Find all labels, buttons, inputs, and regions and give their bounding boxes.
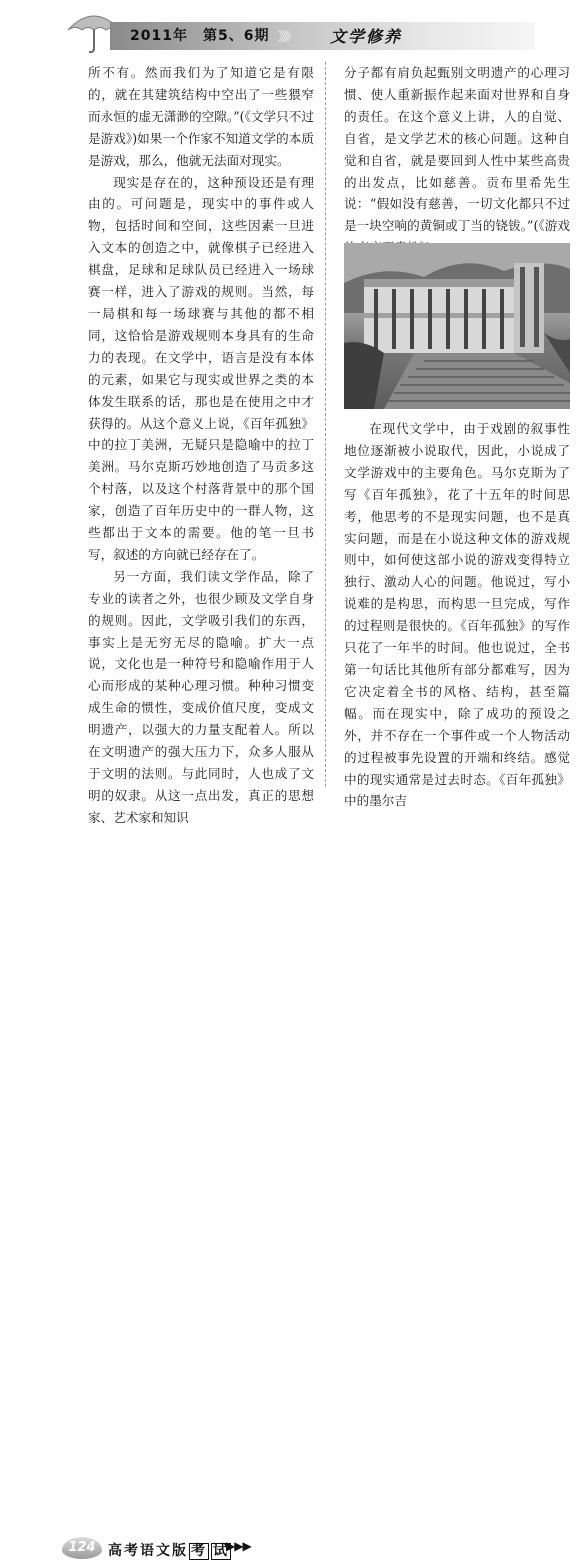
- title-box-2: 试: [213, 1543, 229, 1559]
- header-chevrons: 》》》: [278, 30, 296, 45]
- page-footer: [0, 765, 581, 1559]
- footer-arrows: ▶▶▶: [226, 1539, 251, 1553]
- building-illustration: [344, 243, 570, 409]
- page-header: [0, 0, 581, 60]
- right-column-bottom: [344, 418, 570, 812]
- right-paragraph-2: 在现代文学中，由于戏剧的叙事性地位逐渐被小说取代，因此，小说成了文学游戏中的主要角色。马尔克斯为了写《百年孤独》，花了十五年的时间思考，他思考的不是现实问题，也不是真实问题，而是在小说这种文体的游戏规则中，如何使这部小说的游戏变得特立独行、激动人心的问题。他说过，写小说难的是构思，而构思一旦完成，写作的过程则是很快的。《百年孤独》的写作只花了一年半的时间。他也说过，全书第一句话比其他所有部分都难写，因为它决定着全书的风格、结构，甚至篇幅。而在现实中，除了成功的预设之外，并不存在一个事件或一个人物活动的过程被事先设置的开端和终结。感觉中的现实通常是过去时态。《百年孤独》中的墨尔吉: [344, 421, 570, 809]
- left-paragraph-3: 另一方面，我们读文学作品，除了专业的读者之外，也很少顾及文学自身的规则。因此，文学吸引我们的东西，事实上是无穷无尽的隐喻。扩大一点说，文化也是一种符号和隐喻作用于人心而形成的某种心理习惯。种种习惯变成生命的惯性，变成价值尺度，变成文明遗产，以强大的力量支配着人。所以在文明遗产的强大压力下，众多人服从于文明的法则。与此同时，人也成了文明的奴隶。从这一点出发，真正的思想家、艺术家和知识: [88, 568, 314, 825]
- magazine-title: [108, 1540, 232, 1560]
- column-title: 文学修养: [330, 27, 403, 46]
- left-paragraph-1: 所不有。然而我们为了知道它是有限的，就在其建筑结构中空出了一些猥窄而永恒的虚无潇渺的空隙。”(《文学只不过是游戏》)如果一个作家不知道文学的本质是游戏，那么，他就无法面对现实。: [88, 65, 314, 168]
- left-column: [88, 62, 314, 829]
- column-divider: [325, 62, 326, 787]
- magazine-title-main: 高考语文版: [108, 1543, 188, 1559]
- title-box-1: 考: [191, 1543, 207, 1559]
- right-paragraph-1: 分子都有肩负起甄别文明遗产的心理习惯、使人重新振作起来面对世界和自身的责任。在这个意义上讲，人的自觉、自省，是文学艺术的核心问题。这种自觉和自省，就是要回到人性中某些高贵的出发点，比如慈善。贡布里希先生说：“假如没有慈善，一切文化都只不过是一块空响的黄铜或丁当的铙钹。”(《游戏: [344, 65, 570, 234]
- left-paragraph-2: 现实是存在的，这种预设还是有理由的。可问题是，现实中的事件或人物，包括时间和空间，这些因素一旦进入文本的创造之中，就像棋子已经进入棋盘，足球和足球队员已经进入一场球赛一样，进入了游戏的规则。当然，每一局棋和每一场球赛与其他的都不相同，这恰恰是游戏规则本身具有的生命力的表现。在文学中，语言是没有本体的元素，如果它与现实或世界之类的本体发生联系的话，那也是在使用之中才获得的。从这个意义上说，《百年孤独》中的拉丁美洲，无疑只是隐喻中的拉丁美洲。马尔克斯巧妙地创造了马贡多这个村落，以及这个村落背景中的那个国家，创造了百年历史中的一群人物，这些都出于文本的需要。他的笔一旦书写，叙述的方向就已经存在了。: [88, 174, 314, 562]
- issue-label: 2011年 第5、6期: [130, 28, 270, 44]
- page-number: 124: [62, 1537, 102, 1559]
- right-column-top: [344, 62, 570, 259]
- building-photo: [344, 243, 570, 409]
